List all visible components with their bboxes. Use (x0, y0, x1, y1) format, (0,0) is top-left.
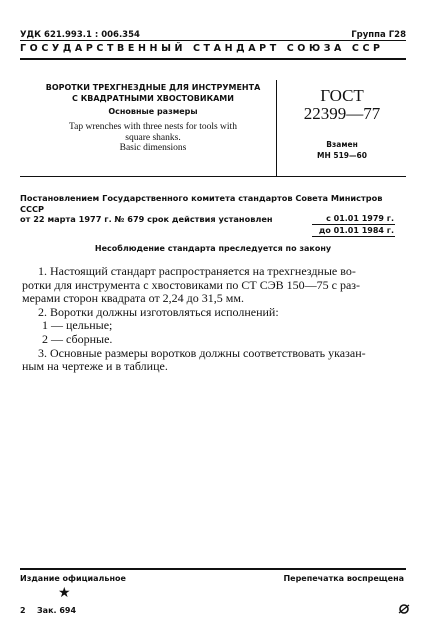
clause-2-item-2: 2 — сборные. (42, 331, 113, 346)
legal-warning: Несоблюдение стандарта преследуется по закону (94, 244, 332, 253)
star-icon: ★ (58, 586, 71, 601)
title-en (38, 122, 268, 154)
date-to-underline (312, 236, 395, 237)
title-ru-line-1: ВОРОТКИ ТРЕХГНЕЗДНЫЕ ДЛЯ ИНСТРУМЕНТА (45, 83, 261, 92)
date-from: с 01.01 1979 г. (326, 214, 394, 223)
subtitle-ru: Основные размеры (108, 107, 198, 116)
udk-code: УДК 621.993.1 : 006.354 (20, 30, 140, 40)
top-rule (20, 40, 406, 41)
replaced-value: МН 519—60 (317, 151, 367, 160)
order-number: Зак. 694 (37, 606, 77, 615)
footer-rule (20, 568, 406, 570)
clause-1-line-3: мерами сторон квадрата от 2,24 до 31,5 мм. (22, 291, 244, 306)
title-block (38, 83, 268, 154)
reprint-notice: Перепечатка воспрещена (283, 574, 404, 583)
gost-label: ГОСТ (320, 86, 364, 105)
title-ru (38, 83, 268, 104)
date-from-underline (312, 224, 395, 225)
title-en-line-1: Tap wrenches with three nests for tools with (69, 122, 237, 132)
standard-header: ГОСУДАРСТВЕННЫЙ СТАНДАРТ СОЮЗА ССР (20, 43, 384, 54)
clause-2-item-1: 1 — цельные; (42, 318, 113, 333)
title-bottom-rule (20, 176, 406, 177)
header-rule (20, 58, 406, 60)
title-ru-line-2: С КВАДРАТНЫМИ ХВОСТОВИКАМИ (72, 93, 234, 103)
clause-1-line-1: 1. Настоящий стандарт распространяется на трехгнездные во- (38, 264, 356, 278)
edition-label: Издание официальное (20, 574, 126, 583)
clause-3-line-2: ным на чертеже и в таблице. (22, 359, 168, 374)
clause-2: 2. Воротки должны изготовляться исполнений: (38, 304, 279, 319)
ink-mark-icon (396, 601, 412, 621)
decree-line-2: от 22 марта 1977 г. № 679 срок действия установлен (20, 214, 273, 224)
clause-3-line-1: 3. Основные размеры воротков должны соответствовать указан- (38, 345, 366, 360)
date-to: до 01.01 1984 г. (318, 226, 394, 235)
title-divider-vertical (276, 80, 277, 176)
clause-1-line-2: ротки для инструмента с хвостовиками по СТ СЭВ 150—75 с раз- (22, 277, 361, 292)
decree-line-1: Постановлением Государственного комитета стандартов Совета Министров СССР (20, 193, 383, 214)
body-text (22, 264, 406, 374)
page-number: 2 (20, 606, 26, 615)
title-en-line-3: Basic dimensions (119, 143, 187, 153)
title-en-line-2: square shanks. (125, 132, 181, 143)
replaced-label: Взамен (326, 140, 358, 149)
group-code: Группа Г28 (351, 30, 406, 40)
gost-number: 22399—77 (303, 104, 381, 123)
